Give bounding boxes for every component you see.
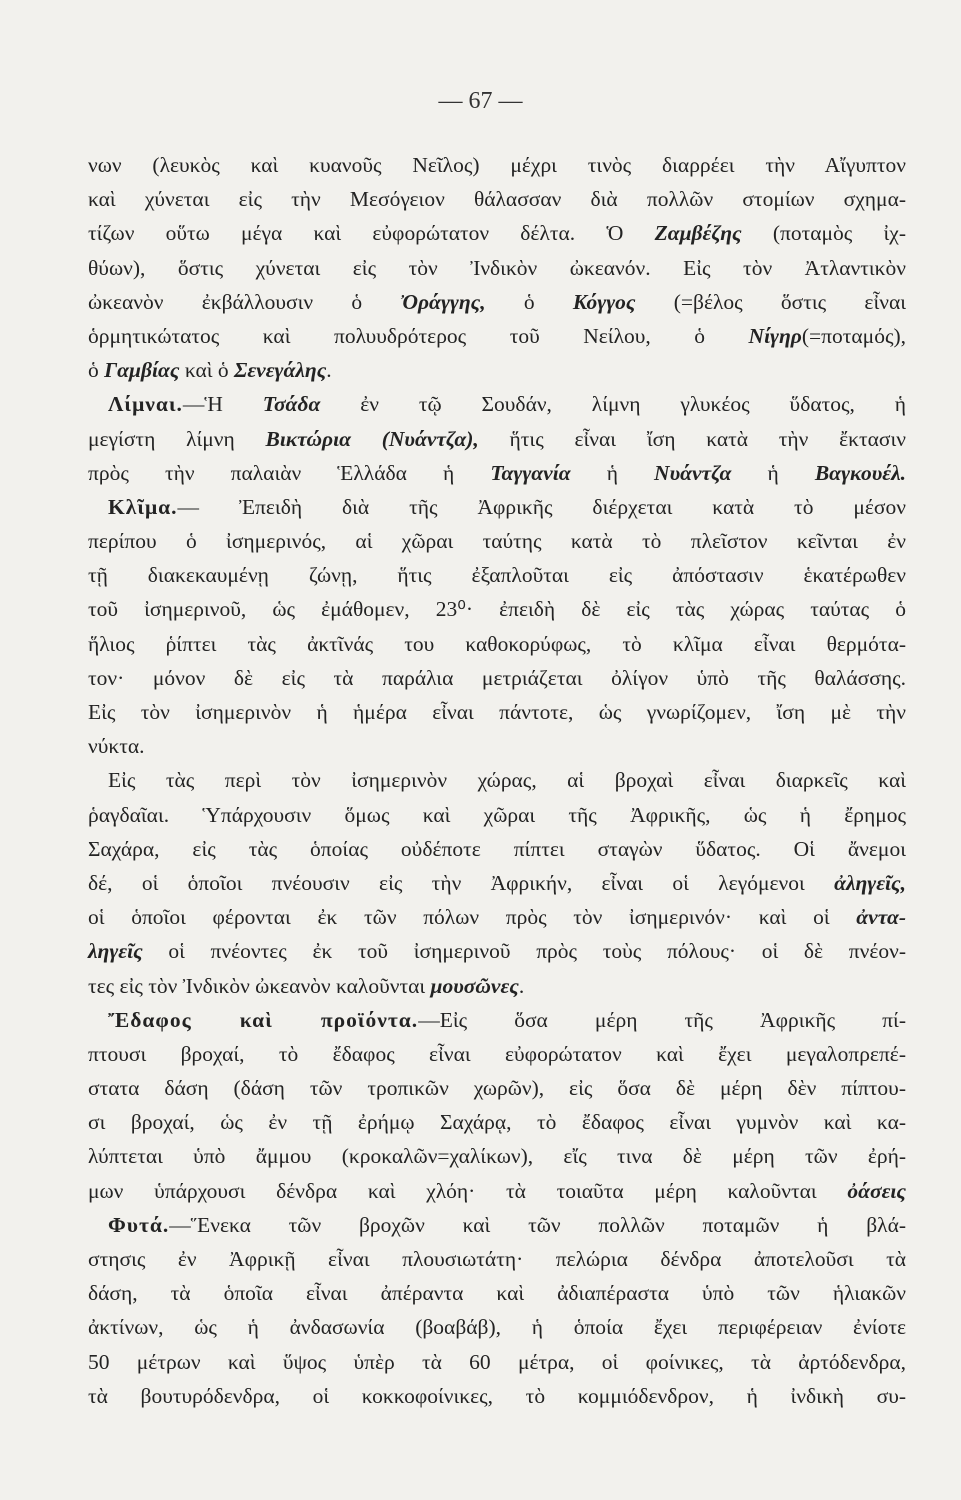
text-line	[88, 661, 906, 695]
emphasized-term: ληγεῖς	[88, 939, 143, 964]
text-segment: ὠκεανὸν ἐκβάλλουσιν ὁ	[88, 289, 401, 314]
text-segment: ῥαγδαῖαι. Ὑπάρχουσιν ὅμως καὶ χῶραι τῆς Ἀφρικῆς, ὡς ἡ ἔρημος	[88, 802, 906, 827]
text-line	[88, 627, 906, 661]
text-line	[88, 1105, 906, 1139]
text-line	[88, 1242, 906, 1276]
text-line	[88, 285, 906, 319]
emphasized-term: Βαγκουέλ.	[814, 460, 907, 485]
text-line	[88, 216, 906, 250]
text-segment: ἡ	[570, 460, 655, 485]
text-line	[88, 900, 906, 934]
text-segment: δάση, τὰ ὁποῖα εἶναι ἀπέραντα καὶ ἀδιαπέραστα ὑπὸ τῶν ἡλιακῶν	[88, 1281, 906, 1306]
text-segment: δέ, οἱ ὁποῖοι πνέουσιν εἰς τὴν Ἀφρικήν, εἶναι οἱ λεγόμενοι	[88, 870, 835, 895]
text-segment: —Ἕνεκα τῶν βροχῶν καὶ τῶν πολλῶν ποταμῶν ἡ βλά-	[169, 1212, 906, 1237]
emphasized-term: Τσάδα	[262, 392, 321, 417]
text-line	[88, 558, 906, 592]
text-segment: —Ἡ	[182, 392, 263, 417]
text-line	[88, 1139, 906, 1173]
emphasized-term: μουσῶνες	[430, 973, 519, 998]
text-line	[88, 524, 906, 558]
text-line	[88, 729, 906, 763]
text-segment: λύπτεται ὑπὸ ἄμμου (κροκαλῶν=χαλίκων), εἴς τινα δὲ μέρη τῶν ἐρή-	[88, 1144, 906, 1169]
emphasized-term: Ταγγανία	[490, 460, 571, 485]
text-line	[88, 1071, 906, 1105]
text-segment: μων ὑπάρχουσι δένδρα καὶ χλόη· τὰ τοιαῦτα μέρη καλοῦνται	[88, 1178, 848, 1203]
emphasized-term: Νυάντζα	[654, 460, 732, 485]
text-segment: Εἰς τὸν ἰσημερινὸν ἡ ἡμέρα εἶναι πάντοτε, ὡς γνωρίζομεν, ἴση μὲ τὴν	[88, 700, 906, 724]
emphasized-term: ἀληγεῖς,	[834, 870, 906, 895]
text-line	[88, 1037, 906, 1071]
text-line	[88, 1379, 906, 1413]
text-line	[88, 1003, 906, 1037]
text-segment: (ποταμὸς ἰχ-	[741, 221, 906, 246]
section-heading: Λίμναι.	[108, 392, 183, 417]
emphasized-term: ὀάσεις	[847, 1178, 906, 1203]
text-segment: Σαχάρα, εἰς τὰς ὁποίας οὐδέποτε πίπτει σταγὼν ὕδατος. Οἱ ἄνεμοι	[88, 836, 906, 861]
section-heading: Κλῖμα.	[108, 494, 178, 519]
text-segment: — Ἐπειδὴ διὰ τῆς Ἀφρικῆς διέρχεται κατὰ τὸ μέσον	[177, 494, 906, 519]
text-line	[88, 798, 906, 832]
text-line	[88, 934, 906, 968]
text-segment: καὶ ὁ	[179, 358, 235, 383]
text-segment: νων (λευκὸς καὶ κυανοῦς Νεῖλος) μέχρι τινὸς διαρρέει τὴν Αἴγυπτον	[88, 153, 906, 177]
text-line	[88, 251, 906, 285]
text-segment: —Εἰς ὅσα μέρη τῆς Ἀφρικῆς πί-	[418, 1007, 906, 1032]
text-segment: ὁρμητικώτατος καὶ πολυυδρότερος τοῦ Νείλου, ὁ	[88, 323, 749, 348]
text-segment: τίζων οὕτω μέγα καὶ εὐφορώτατον δέλτα. Ὁ	[88, 221, 655, 246]
text-segment: νύκτα.	[88, 734, 145, 759]
text-segment: (=ποταμός),	[801, 323, 906, 348]
text-segment: 50 μέτρων καὶ ὕψος ὑπὲρ τὰ 60 μέτρα, οἱ φοίνικες, τὰ ἀρτόδενδρα,	[88, 1349, 906, 1374]
emphasized-term: Γαμβίας	[104, 358, 180, 383]
text-segment: θύων), ὅστις χύνεται εἰς τὸν Ἰνδικὸν ὠκεανόν. Εἰς τὸν Ἀτλαντικὸν	[88, 255, 906, 280]
section-heading: Φυτά.	[108, 1212, 170, 1237]
text-line	[88, 592, 906, 626]
emphasized-term: Ὀράγγης,	[400, 289, 486, 314]
text-segment: Εἰς τὰς περὶ τὸν ἰσημερινὸν χώρας, αἱ βροχαὶ εἶναι διαρκεῖς καὶ	[108, 768, 906, 793]
text-line	[88, 490, 906, 524]
text-segment: ἐν τῷ Σουδάν, λίμνη γλυκέος ὕδατος, ἡ	[320, 392, 906, 417]
text-segment: πτουσι βροχαί, τὸ ἔδαφος εἶναι εὐφορώτατον καὶ ἔχει μεγαλοπρεπέ-	[88, 1041, 906, 1066]
emphasized-term: Νίγηρ	[748, 323, 802, 348]
text-segment: τον· μόνον δὲ εἰς τὰ παράλια μετριάζεται ὀλίγον ὑπὸ τῆς θαλάσσης.	[88, 665, 906, 690]
text-segment: ἥλιος ῥίπτει τὰς ἀκτῖνάς του καθοκορύφως, τὸ κλῖμα εἶναι θερμότα-	[88, 631, 906, 656]
text-line	[88, 695, 906, 729]
text-line	[88, 1310, 906, 1344]
text-line	[88, 1208, 906, 1242]
text-line	[88, 969, 906, 1003]
emphasized-term: Σενεγάλης	[234, 358, 327, 383]
emphasized-term: Ζαμβέζης	[654, 221, 742, 246]
text-line	[88, 763, 906, 797]
text-segment: .	[326, 358, 332, 383]
text-segment: καὶ χύνεται εἰς τὴν Μεσόγειον θάλασσαν διὰ πολλῶν στομίων σχημα-	[88, 187, 906, 212]
text-line	[88, 422, 906, 456]
text-segment: περίπου ὁ ἰσημερινός, αἱ χῶραι ταύτης κατὰ τὸ πλεῖστον κεῖνται ἐν	[88, 529, 906, 554]
text-segment: ἥτις εἶναι ἴση κατὰ τὴν ἔκτασιν	[478, 426, 907, 451]
text-line	[88, 353, 906, 387]
emphasized-term: Βικτώρια (Νυάντζα),	[265, 426, 479, 451]
text-line	[88, 182, 906, 216]
emphasized-term: ἀντα-	[856, 905, 906, 930]
text-segment: ὁ	[485, 289, 573, 314]
text-line	[88, 387, 906, 421]
text-segment: σι βροχαί, ὡς ἐν τῇ ἐρήμῳ Σαχάρᾳ, τὸ ἔδαφος εἶναι γυμνὸν καὶ κα-	[88, 1110, 906, 1135]
text-segment: ἡ	[731, 460, 815, 485]
text-segment: μεγίστη λίμνη	[88, 426, 266, 451]
text-segment: τῇ διακεκαυμένῃ ζώνῃ, ἥτις ἐξαπλοῦται εἰς ἀπόστασιν ἑκατέρωθεν	[88, 563, 906, 588]
text-segment: στατα δάση (δάση τῶν τροπικῶν χωρῶν), εἰς ὅσα δὲ μέρη δὲν πίπτου-	[88, 1076, 906, 1101]
text-segment: τοῦ ἰσημερινοῦ, ὡς ἐμάθομεν, 23⁰· ἐπειδὴ δὲ εἰς τὰς χώρας ταύτας ὁ	[88, 597, 906, 622]
body-text	[88, 148, 906, 1413]
text-segment: οἱ πνέοντες ἐκ τοῦ ἰσημερινοῦ πρὸς τοὺς πόλους· οἱ δὲ πνέον-	[142, 939, 906, 964]
text-line	[88, 866, 906, 900]
text-segment: ἀκτίνων, ὡς ἡ ἀνδασωνία (βοαβάβ), ἡ ὁποία ἔχει περιφέρειαν ἐνίοτε	[88, 1315, 906, 1340]
text-segment: .	[518, 973, 525, 998]
text-line	[88, 319, 906, 353]
section-heading: Ἔδαφος καὶ προϊόντα.	[108, 1007, 419, 1032]
emphasized-term: Κόγγος	[572, 289, 636, 314]
page-number: — 67 —	[438, 88, 523, 114]
text-line	[88, 1174, 906, 1208]
text-segment: τες εἰς τὸν Ἰνδικὸν ὠκεανὸν καλοῦνται	[88, 973, 431, 998]
text-line	[88, 1276, 906, 1310]
text-line	[88, 456, 906, 490]
text-segment: τὰ βουτυρόδενδρα, οἱ κοκκοφοίνικες, τὸ κομμιόδενδρον, ἡ ἰνδικὴ συ-	[88, 1383, 906, 1408]
text-line	[88, 832, 906, 866]
text-segment: ὁ	[88, 358, 105, 383]
text-segment: στησις ἐν Ἀφρικῇ εἶναι πλουσιωτάτη· πελώρια δένδρα ἀποτελοῦσι τὰ	[88, 1247, 906, 1271]
text-line	[88, 148, 906, 182]
text-segment: (=βέλος ὅστις εἶναι	[635, 289, 906, 314]
text-segment: οἱ ὁποῖοι φέρονται ἐκ τῶν πόλων πρὸς τὸν ἰσημερινόν· καὶ οἱ	[88, 905, 857, 930]
text-segment: πρὸς τὴν παλαιὰν Ἑλλάδα ἡ	[88, 460, 491, 485]
text-line	[88, 1345, 906, 1379]
